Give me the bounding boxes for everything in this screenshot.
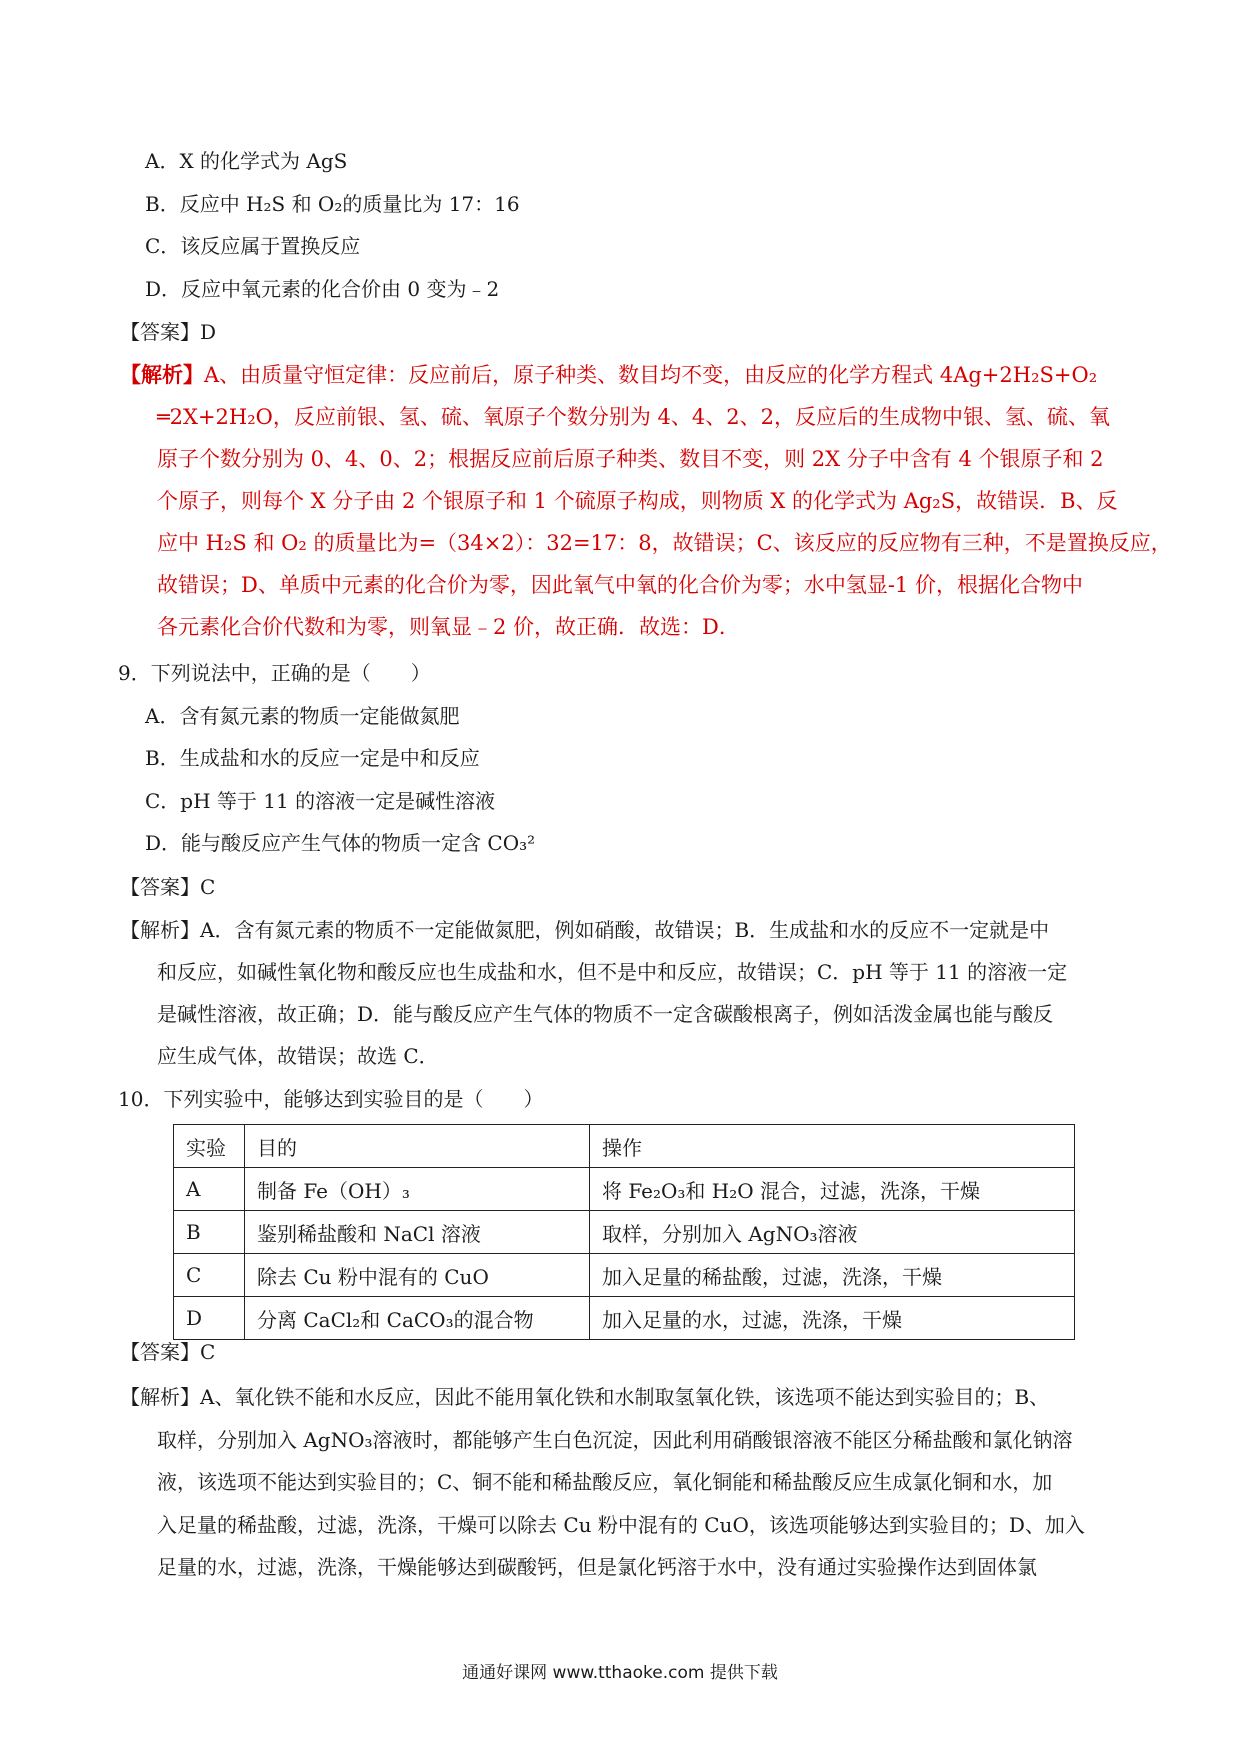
row-b-label: B bbox=[174, 1211, 245, 1254]
q8-option-b: B．反应中 H₂S 和 O₂的质量比为 17：16 bbox=[145, 192, 520, 216]
q10-analysis-line-1: 【解析】A、氧化铁不能和水反应，因此不能用氧化铁和水制取氢氧化铁，该选项不能达到实验目的；B、 bbox=[120, 1385, 1050, 1409]
q8-analysis-line-2: ═2X+2H₂O，反应前银、氢、硫、氧原子个数分别为 4、4、2、2，反应后的生成物中银、氢、硫、氧 bbox=[157, 405, 1110, 429]
q10-analysis-line-5: 足量的水，过滤，洗涤，干燥能够达到碳酸钙，但是氯化钙溶于水中，没有通过实验操作达到固体氯 bbox=[157, 1555, 1037, 1579]
q8-analysis-line-7: 各元素化合价代数和为零，则氧显﹣2 价，故正确．故选：D． bbox=[157, 615, 740, 639]
q8-analysis-label: 【解析】 bbox=[120, 362, 204, 387]
row-b-operation: 取样，分别加入 AgNO₃溶液 bbox=[590, 1211, 1075, 1254]
row-c-operation: 加入足量的稀盐酸，过滤，洗涤，干燥 bbox=[590, 1254, 1075, 1297]
q8-analysis-line-1 bbox=[120, 360, 1097, 390]
q10-answer: 【答案】C bbox=[120, 1340, 216, 1364]
q8-analysis-text-1: A、由质量守恒定律：反应前后，原子种类、数目均不变，由反应的化学方程式 4Ag+2H₂S+O₂ bbox=[204, 363, 1098, 387]
q8-option-d: D．反应中氧元素的化合价由 0 变为﹣2 bbox=[145, 277, 500, 301]
table-header-row bbox=[174, 1125, 1075, 1168]
row-a-label: A bbox=[174, 1168, 245, 1211]
row-d-label: D bbox=[174, 1297, 245, 1340]
q9-analysis-line-3: 是碱性溶液，故正确；D．能与酸反应产生气体的物质不一定含碳酸根离子，例如活泼金属也能与酸反 bbox=[157, 1002, 1054, 1026]
q8-analysis-line-5: 应中 H₂S 和 O₂ 的质量比为=（34×2）：32=17：8，故错误；C、该反应的反应物有三种，不是置换反应， bbox=[157, 531, 1172, 555]
q10-analysis-line-4: 入足量的稀盐酸，过滤，洗涤，干燥可以除去 Cu 粉中混有的 CuO，该选项能够达到实验目的；D、加入 bbox=[157, 1513, 1085, 1537]
row-c-purpose: 除去 Cu 粉中混有的 CuO bbox=[245, 1254, 590, 1297]
q9-option-a: A．含有氮元素的物质一定能做氮肥 bbox=[145, 704, 460, 728]
q9-analysis-line-1: 【解析】A．含有氮元素的物质不一定能做氮肥，例如硝酸，故错误；B．生成盐和水的反应不一定就是中 bbox=[120, 918, 1050, 942]
q9-answer: 【答案】C bbox=[120, 875, 216, 899]
q10-analysis-line-2: 取样，分别加入 AgNO₃溶液时，都能够产生白色沉淀，因此利用硝酸银溶液不能区分稀盐酸和氯化钠溶 bbox=[157, 1428, 1073, 1452]
q8-answer: 【答案】D bbox=[120, 320, 217, 344]
q8-analysis-line-6: 故错误；D、单质中元素的化合价为零，因此氧气中氧的化合价为零；水中氢显-1 价，根据化合物中 bbox=[157, 573, 1083, 597]
row-b-purpose: 鉴别稀盐酸和 NaCl 溶液 bbox=[245, 1211, 590, 1254]
q9-option-b: B．生成盐和水的反应一定是中和反应 bbox=[145, 746, 480, 770]
q8-analysis-line-4: 个原子，则每个 X 分子由 2 个银原子和 1 个硫原子构成，则物质 X 的化学式为 Ag₂S，故错误．B、反 bbox=[157, 489, 1118, 513]
table-row bbox=[174, 1297, 1075, 1340]
table-row bbox=[174, 1168, 1075, 1211]
experiment-table bbox=[173, 1124, 1075, 1340]
q8-option-a: A．X 的化学式为 AgS bbox=[145, 149, 348, 173]
header-operation: 操作 bbox=[590, 1125, 1075, 1168]
row-d-operation: 加入足量的水，过滤，洗涤，干燥 bbox=[590, 1297, 1075, 1340]
q9-analysis-line-4: 应生成气体，故错误；故选 C． bbox=[157, 1044, 439, 1068]
q9-question: 9．下列说法中，正确的是（ ） bbox=[118, 661, 431, 685]
header-purpose: 目的 bbox=[245, 1125, 590, 1168]
q10-question: 10．下列实验中，能够达到实验目的是（ ） bbox=[118, 1087, 544, 1111]
q9-option-d: D．能与酸反应产生气体的物质一定含 CO₃² bbox=[145, 831, 536, 855]
table-row bbox=[174, 1211, 1075, 1254]
row-a-purpose: 制备 Fe（OH）₃ bbox=[245, 1168, 590, 1211]
q10-analysis-line-3: 液，该选项不能达到实验目的；C、铜不能和稀盐酸反应，氧化铜能和稀盐酸反应生成氯化铜和水，加 bbox=[157, 1470, 1053, 1494]
page-footer: 通通好课网 www.tthaoke.com 提供下载 bbox=[462, 1663, 778, 1683]
row-c-label: C bbox=[174, 1254, 245, 1297]
q9-option-c: C．pH 等于 11 的溶液一定是碱性溶液 bbox=[145, 789, 496, 813]
row-a-operation: 将 Fe₂O₃和 H₂O 混合，过滤，洗涤，干燥 bbox=[590, 1168, 1075, 1211]
header-experiment: 实验 bbox=[174, 1125, 245, 1168]
row-d-purpose: 分离 CaCl₂和 CaCO₃的混合物 bbox=[245, 1297, 590, 1340]
q8-analysis-line-3: 原子个数分别为 0、4、0、2；根据反应前后原子种类、数目不变，则 2X 分子中含有 4 个银原子和 2 bbox=[157, 447, 1104, 471]
table-row bbox=[174, 1254, 1075, 1297]
q8-option-c: C．该反应属于置换反应 bbox=[145, 234, 361, 258]
q9-analysis-line-2: 和反应，如碱性氧化物和酸反应也生成盐和水，但不是中和反应，故错误；C．pH 等于 11 的溶液一定 bbox=[157, 960, 1068, 984]
